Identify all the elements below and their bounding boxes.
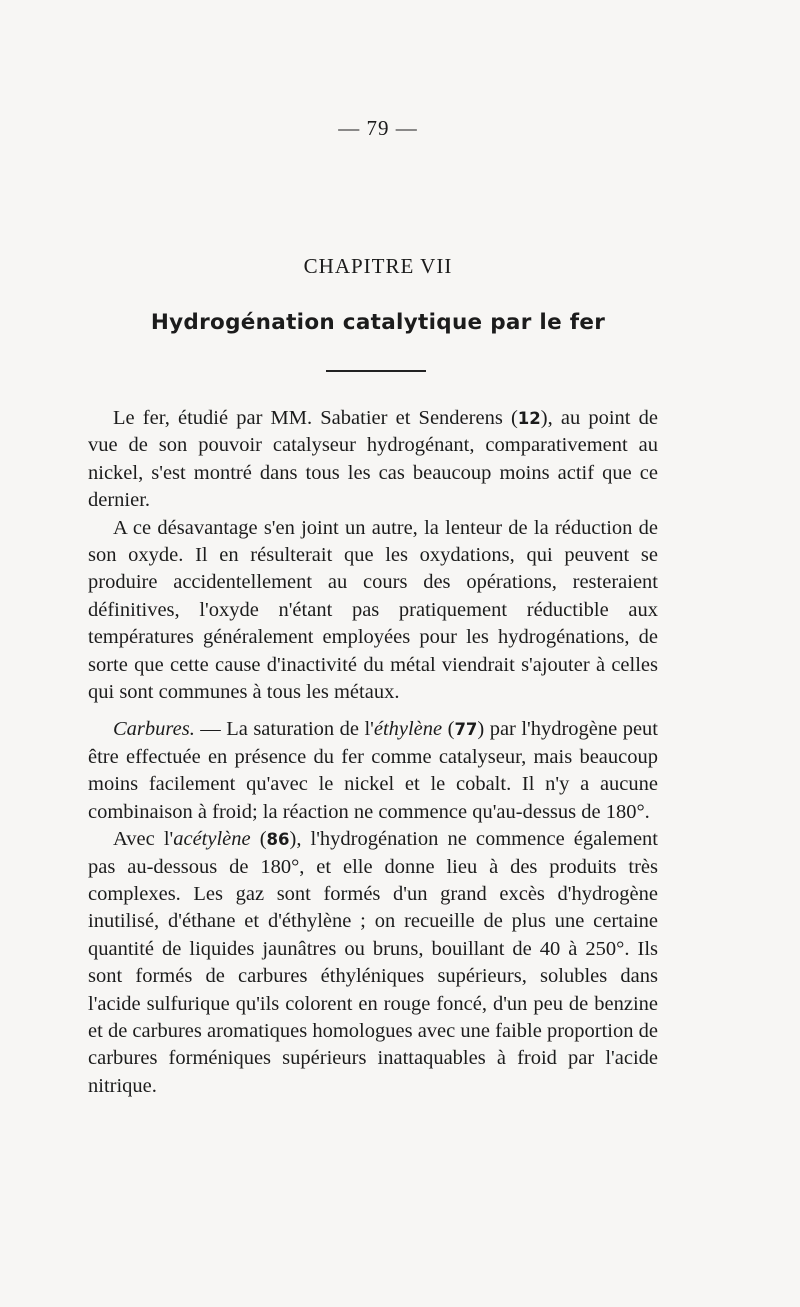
section-heading: Carbures.	[113, 718, 195, 741]
text-run: (	[250, 828, 267, 851]
paragraph-3	[88, 716, 658, 826]
page-number: — 79 —	[338, 116, 418, 140]
paragraph-1	[88, 405, 658, 515]
chemical-term: éthylène	[373, 718, 443, 741]
title-divider	[326, 370, 426, 372]
paragraph-2	[88, 515, 658, 707]
text-run: (	[442, 718, 455, 741]
text-run: ) par l'hydrogène peut être effectuée en présence du fer comme catalyseur, mais beaucoup moins facilement qu'avec le nickel et le cobalt. Il n'y a aucune combinaison à froid; la réaction ne commence qu'au-dessus de 180°.	[88, 718, 659, 823]
body-text	[88, 405, 658, 1100]
text-run: l'	[163, 828, 174, 851]
chemical-term: acétylène	[173, 828, 251, 851]
chapter-heading: CHAPITRE VII	[303, 254, 453, 278]
text-run: ), l'hydrogénation ne commence également pas au-dessous de 180°, et elle donne lieu à des produits très complexes. Les gaz sont formés d'un grand excès d'hydrogène inutilisé, d'éthane et d'éthylène ; on recueille de plus une certaine quantité de liquides jaunâtres ou bruns, bouillant de 40 à 250°. Ils sont formés de carbures éthyléniques supérieurs, solubles dans l'acide sulfurique qu'ils colorent en rouge foncé, d'un peu de benzine et de carbures aromatiques homologues avec une faible proportion de carbures forméniques supérieurs inattaquables à froid par l'acide nitrique.	[88, 828, 658, 1097]
paragraph-4	[88, 826, 658, 1100]
text-run: Avec	[113, 828, 164, 851]
text-run: ), au point de vue de son pouvoir catalyseur hydrogénant, comparativement au nickel, s'est montré dans tous les cas beaucoup moins actif que ce dernier.	[88, 407, 658, 512]
reference-number: 77	[454, 720, 478, 740]
text-run: A ce désavantage s'en joint un autre, la lenteur de la réduction de son oxyde. Il en résulterait que les oxydations, qui peuvent se produire accidentellement au cours des opérations, resteraient définitives, l'oxyde n'étant pas pratiquement réductible aux températures généralement employées pour les hydrogénations, de sorte que cette cause d'inactivité du métal viendrait s'ajouter à celles qui sont communes à tous les métaux.	[88, 516, 658, 704]
reference-number: 86	[266, 830, 290, 850]
text-run: Le fer, étudié par MM. Sabatier et Senderens (	[113, 407, 518, 429]
text-run: — La saturation de	[194, 718, 365, 741]
reference-number: 12	[517, 409, 541, 428]
text-run: l'	[364, 718, 374, 741]
chapter-title: Hydrogénation catalytique par le fer	[150, 310, 606, 335]
